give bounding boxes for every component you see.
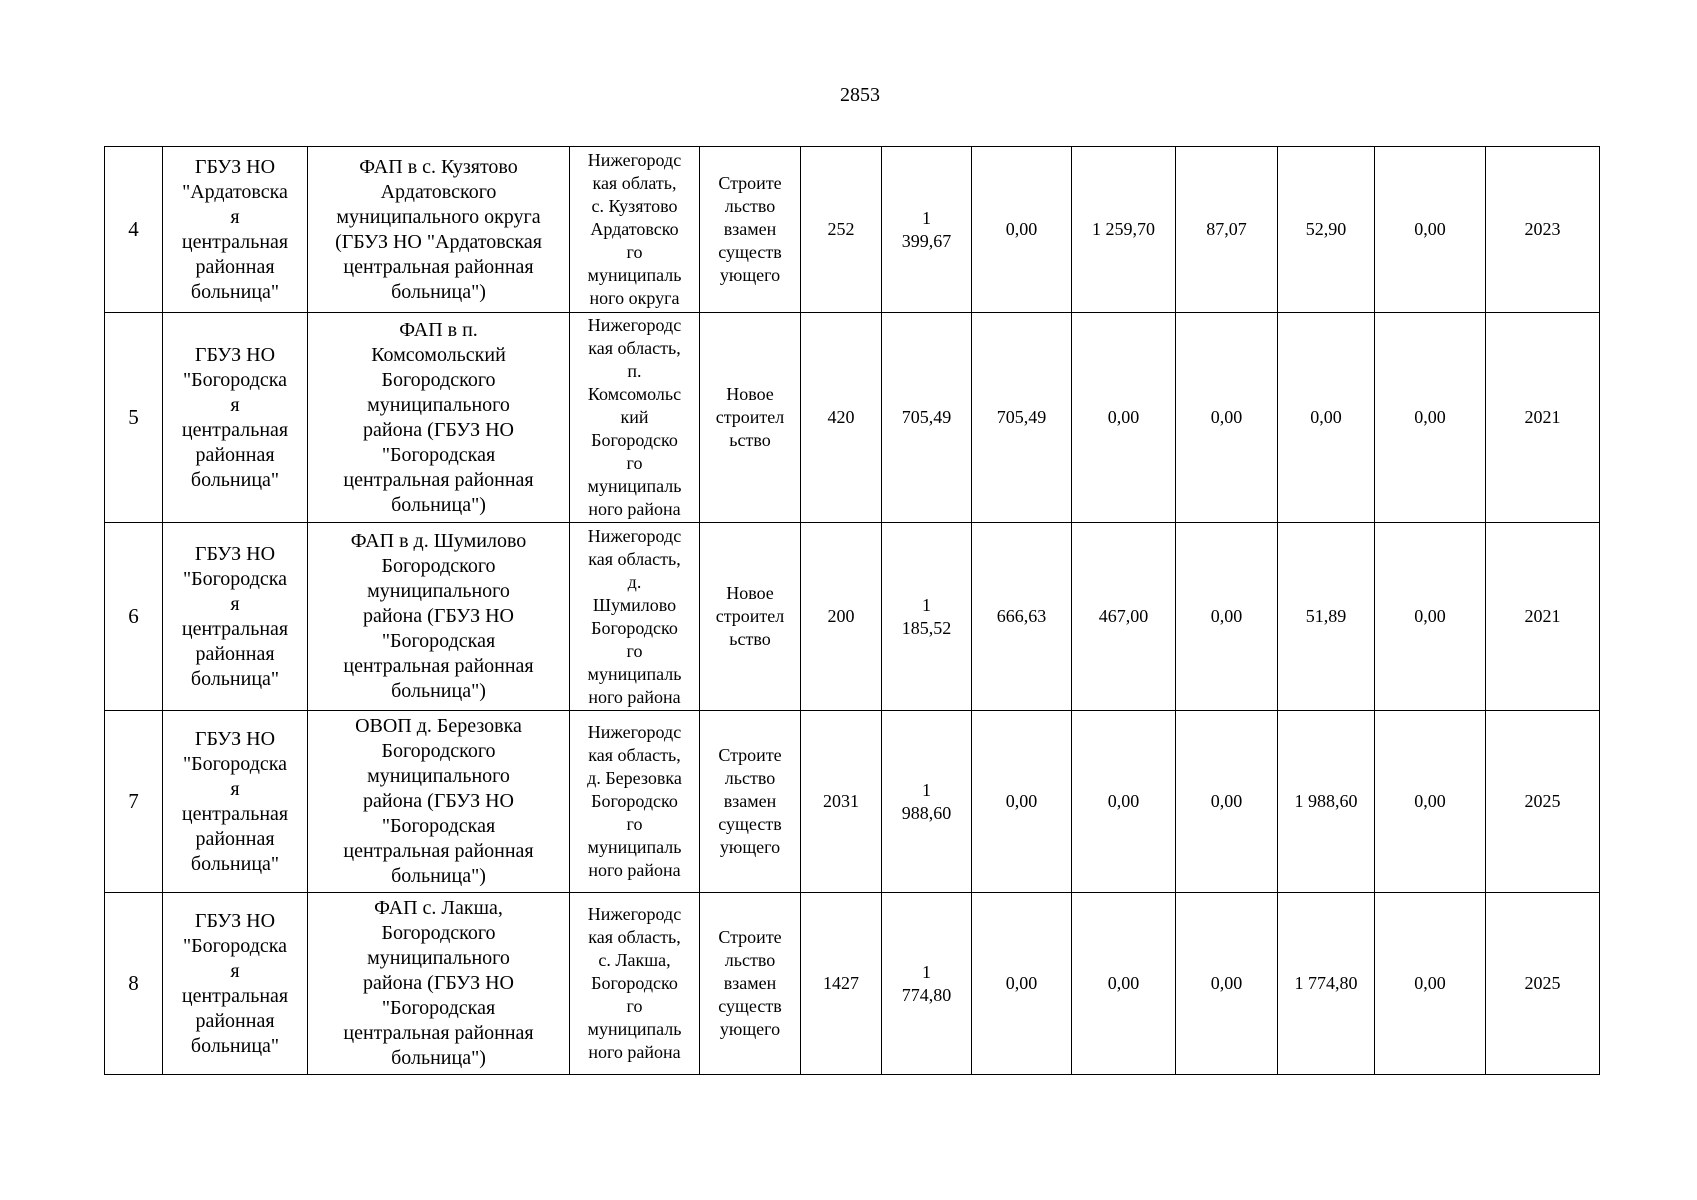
funding-cell-text: 0,00 xyxy=(1107,791,1140,811)
facilities-table xyxy=(104,146,1600,1075)
object-name-cell xyxy=(308,313,570,523)
funding-cell-text: 0,00 xyxy=(1414,407,1446,427)
total-cost-cell-text: 1 185,52 xyxy=(901,594,952,638)
funding-cell-text: 0,00 xyxy=(1414,606,1446,626)
organization-cell-text: ГБУЗ НО "Богородска я центральная районная больница" xyxy=(181,343,289,491)
funding-cell xyxy=(972,523,1072,711)
funding-cell xyxy=(1278,711,1375,893)
organization-cell-text: ГБУЗ НО "Богородска я центральная районная больница" xyxy=(181,909,289,1057)
row-number-text: 8 xyxy=(128,971,139,995)
funding-cell-text: 1 774,80 xyxy=(1294,973,1358,993)
funding-cell xyxy=(1375,147,1486,313)
funding-cell xyxy=(1072,313,1176,523)
object-name-cell-text: ФАП в д. Шумилово Богородского муниципального района (ГБУЗ НО "Богородская центральная районная больница") xyxy=(343,530,534,702)
object-name-cell xyxy=(308,147,570,313)
work-type-cell-text: Строите льство взамен существ ующего xyxy=(718,927,782,1039)
funding-cell-text: 705,49 xyxy=(996,407,1047,427)
funding-cell-text: 0,00 xyxy=(1210,407,1243,427)
completion-year-cell xyxy=(1486,147,1600,313)
completion-year-cell xyxy=(1486,523,1600,711)
work-type-cell xyxy=(700,523,801,711)
row-number-text: 4 xyxy=(128,217,139,241)
funding-cell-text: 87,07 xyxy=(1206,219,1247,239)
funding-cell-text: 1 988,60 xyxy=(1294,791,1358,811)
object-name-cell xyxy=(308,711,570,893)
funding-cell xyxy=(1278,147,1375,313)
funding-cell-text: 1 259,70 xyxy=(1092,219,1155,239)
total-cost-cell xyxy=(882,313,972,523)
organization-cell xyxy=(163,523,308,711)
completion-year-cell xyxy=(1486,711,1600,893)
funding-cell-text: 0,00 xyxy=(1414,219,1446,239)
funding-cell-text: 467,00 xyxy=(1098,606,1149,626)
row-number-text: 7 xyxy=(128,789,139,813)
funding-cell-text: 0,00 xyxy=(1107,973,1140,993)
work-type-cell xyxy=(700,711,801,893)
total-cost-cell-text: 1 988,60 xyxy=(901,779,952,823)
row-number-text: 5 xyxy=(128,405,139,429)
row-number xyxy=(105,523,163,711)
funding-cell-text: 0,00 xyxy=(1005,791,1038,811)
capacity-cell xyxy=(801,147,882,313)
row-number-text: 6 xyxy=(128,604,139,628)
work-type-cell xyxy=(700,147,801,313)
object-name-cell-text: ФАП с. Лакша, Богородского муниципального района (ГБУЗ НО "Богородская центральная районная больница") xyxy=(343,897,534,1069)
funding-cell-text: 52,90 xyxy=(1305,219,1347,239)
funding-cell xyxy=(1375,523,1486,711)
funding-cell-text: 51,89 xyxy=(1305,606,1347,626)
location-cell xyxy=(570,313,700,523)
funding-cell xyxy=(1278,523,1375,711)
table-row xyxy=(105,147,1600,313)
funding-cell xyxy=(972,147,1072,313)
organization-cell-text: ГБУЗ НО "Богородска я центральная районная больница" xyxy=(181,727,289,875)
location-cell-text: Нижегородс кая область, п. Комсомольс кий Богородско го муниципаль ного района xyxy=(587,315,682,519)
funding-cell xyxy=(972,893,1072,1075)
funding-cell-text: 0,00 xyxy=(1414,791,1446,811)
organization-cell xyxy=(163,711,308,893)
completion-year-cell xyxy=(1486,313,1600,523)
organization-cell-text: ГБУЗ НО "Богородска я центральная районная больница" xyxy=(181,542,289,690)
location-cell xyxy=(570,893,700,1075)
table-row xyxy=(105,893,1600,1075)
funding-cell xyxy=(1072,711,1176,893)
funding-cell-text: 0,00 xyxy=(1210,973,1243,993)
capacity-cell xyxy=(801,313,882,523)
completion-year-cell xyxy=(1486,893,1600,1075)
row-number xyxy=(105,893,163,1075)
capacity-cell xyxy=(801,711,882,893)
funding-cell xyxy=(1072,147,1176,313)
total-cost-cell xyxy=(882,893,972,1075)
completion-year-cell-text: 2023 xyxy=(1524,219,1561,239)
page-number: 2853 xyxy=(840,84,880,106)
funding-cell xyxy=(1278,893,1375,1075)
location-cell xyxy=(570,711,700,893)
row-number xyxy=(105,711,163,893)
funding-cell xyxy=(1176,893,1278,1075)
total-cost-cell-text: 1 774,80 xyxy=(901,961,952,1005)
capacity-cell-text: 1427 xyxy=(823,973,859,993)
funding-cell-text: 0,00 xyxy=(1210,791,1243,811)
funding-cell xyxy=(1176,313,1278,523)
funding-cell xyxy=(1278,313,1375,523)
funding-cell xyxy=(1176,523,1278,711)
object-name-cell-text: ФАП в с. Кузятово Ардатовского муниципального округа (ГБУЗ НО "Ардатовская центральная районная больница") xyxy=(335,155,542,303)
funding-cell xyxy=(1375,711,1486,893)
organization-cell xyxy=(163,893,308,1075)
work-type-cell xyxy=(700,893,801,1075)
total-cost-cell xyxy=(882,147,972,313)
funding-cell-text: 0,00 xyxy=(1210,606,1243,626)
capacity-cell-text: 2031 xyxy=(823,791,859,811)
funding-cell xyxy=(1176,711,1278,893)
capacity-cell xyxy=(801,523,882,711)
work-type-cell-text: Новое строител ьство xyxy=(715,583,785,649)
location-cell-text: Нижегородс кая область, д. Березовка Богородско го муниципаль ного района xyxy=(587,722,682,880)
funding-cell xyxy=(972,711,1072,893)
funding-cell xyxy=(1072,523,1176,711)
capacity-cell xyxy=(801,893,882,1075)
funding-cell xyxy=(1375,893,1486,1075)
organization-cell xyxy=(163,313,308,523)
total-cost-cell xyxy=(882,523,972,711)
work-type-cell-text: Строите льство взамен существ ующего xyxy=(718,173,782,285)
total-cost-cell xyxy=(882,711,972,893)
location-cell-text: Нижегородс кая область, д. Шумилово Богородско го муниципаль ного района xyxy=(587,525,682,707)
object-name-cell-text: ОВОП д. Березовка Богородского муниципального района (ГБУЗ НО "Богородская центральная районная больница") xyxy=(343,715,534,887)
table-row xyxy=(105,711,1600,893)
funding-cell xyxy=(1375,313,1486,523)
row-number xyxy=(105,147,163,313)
table-row xyxy=(105,313,1600,523)
table-body xyxy=(105,147,1600,1075)
location-cell xyxy=(570,523,700,711)
object-name-cell-text: ФАП в п. Комсомольский Богородского муниципального района (ГБУЗ НО "Богородская центральная районная больница") xyxy=(343,318,534,516)
funding-cell-text: 0,00 xyxy=(1107,407,1140,427)
funding-cell-text: 666,63 xyxy=(996,606,1047,626)
organization-cell xyxy=(163,147,308,313)
capacity-cell-text: 420 xyxy=(827,407,855,427)
completion-year-cell-text: 2021 xyxy=(1524,606,1561,626)
funding-cell xyxy=(1072,893,1176,1075)
object-name-cell xyxy=(308,523,570,711)
completion-year-cell-text: 2025 xyxy=(1524,973,1561,993)
capacity-cell-text: 200 xyxy=(827,606,855,626)
total-cost-cell-text: 705,49 xyxy=(901,407,952,427)
funding-cell-text: 0,00 xyxy=(1005,973,1038,993)
funding-cell xyxy=(1176,147,1278,313)
funding-cell-text: 0,00 xyxy=(1005,219,1038,239)
funding-cell-text: 0,00 xyxy=(1310,407,1342,427)
completion-year-cell-text: 2021 xyxy=(1524,407,1561,427)
location-cell-text: Нижегородс кая облать, с. Кузятово Ардатовско го муниципаль ного округа xyxy=(587,150,682,308)
location-cell xyxy=(570,147,700,313)
funding-cell xyxy=(972,313,1072,523)
completion-year-cell-text: 2025 xyxy=(1524,791,1561,811)
object-name-cell xyxy=(308,893,570,1075)
location-cell-text: Нижегородс кая область, с. Лакша, Богородско го муниципаль ного района xyxy=(587,904,682,1062)
row-number xyxy=(105,313,163,523)
capacity-cell-text: 252 xyxy=(827,219,855,239)
funding-cell-text: 0,00 xyxy=(1414,973,1446,993)
organization-cell-text: ГБУЗ НО "Ардатовска я центральная районная больница" xyxy=(181,155,289,303)
total-cost-cell-text: 1 399,67 xyxy=(901,207,952,251)
work-type-cell xyxy=(700,313,801,523)
work-type-cell-text: Строите льство взамен существ ующего xyxy=(718,745,782,857)
work-type-cell-text: Новое строител ьство xyxy=(715,384,785,450)
table-row xyxy=(105,523,1600,711)
